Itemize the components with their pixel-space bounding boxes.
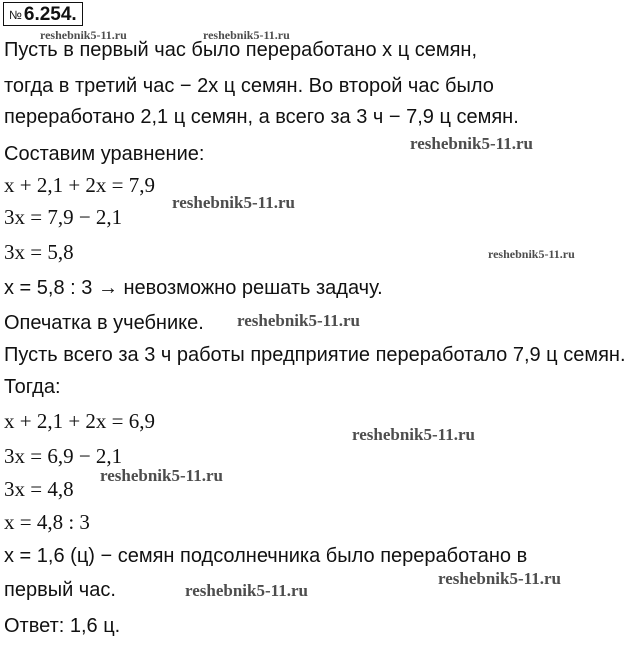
text-line-2: тогда в третий час − 2x ц семян. Во второй час было <box>4 75 494 97</box>
watermark-9: reshebnik5-11.ru <box>438 569 561 588</box>
text-line-17: первый час. <box>4 579 116 601</box>
equation-6: 3x = 4,8 <box>4 477 74 501</box>
watermark-8: reshebnik5-11.ru <box>100 466 223 485</box>
watermark-1: reshebnik5-11.ru <box>40 28 127 42</box>
text-line-9: Опечатка в учебнике. <box>4 312 204 334</box>
equation-3: 3x = 5,8 <box>4 240 74 264</box>
text-line-1: Пусть в первый час было переработано x ц семян, <box>4 39 478 61</box>
text-line-11: Тогда: <box>4 376 61 398</box>
watermark-2: reshebnik5-11.ru <box>203 28 290 42</box>
text-line-3: переработано 2,1 ц семян, а всего за 3 ч − 7,9 ц семян. <box>4 106 519 128</box>
watermark-10: reshebnik5-11.ru <box>185 581 308 600</box>
watermark-7: reshebnik5-11.ru <box>352 425 475 444</box>
task-number-badge <box>3 2 83 26</box>
equation-4: x + 2,1 + 2x = 6,9 <box>4 409 156 433</box>
text-line-4: Составим уравнение: <box>4 143 205 165</box>
equation-7: x = 4,8 : 3 <box>4 510 90 534</box>
text-line-16: x = 1,6 (ц) − семян подсолнечника было переработано в <box>4 545 528 567</box>
text-line-10: Пусть всего за 3 ч работы предприятие переработало 7,9 ц семян. <box>4 344 626 366</box>
watermark-5: reshebnik5-11.ru <box>488 247 575 261</box>
number-sign: № <box>9 8 22 22</box>
text-line-8: x = 5,8 : 3 → невозможно решать задачу. <box>4 277 383 299</box>
watermark-4: reshebnik5-11.ru <box>172 193 295 212</box>
task-number: 6.254. <box>23 4 77 25</box>
watermark-3: reshebnik5-11.ru <box>410 134 533 153</box>
equation-2: 3x = 7,9 − 2,1 <box>4 205 123 229</box>
watermark-6: reshebnik5-11.ru <box>237 311 360 330</box>
text-line-18: Ответ: 1,6 ц. <box>4 615 121 637</box>
equation-5: 3x = 6,9 − 2,1 <box>4 444 123 468</box>
equation-1: x + 2,1 + 2x = 7,9 <box>4 173 156 197</box>
